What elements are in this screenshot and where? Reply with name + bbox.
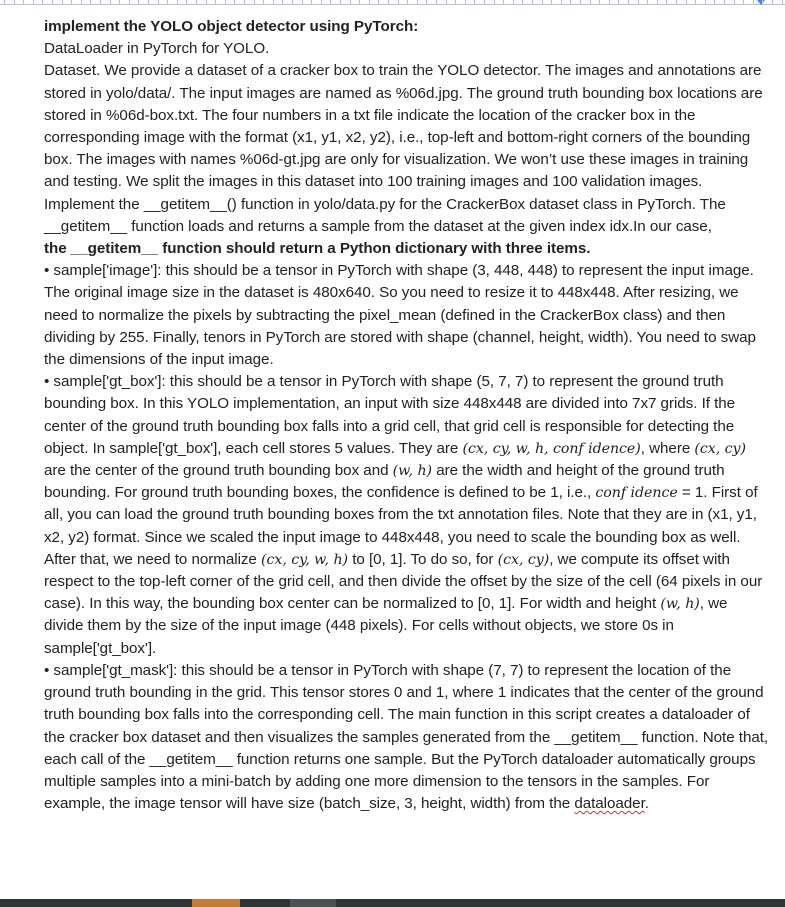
section-subtitle: DataLoader in PyTorch for YOLO. [44, 40, 270, 58]
ruler-tick [42, 0, 43, 5]
ruler-tick [743, 0, 744, 5]
ruler-tick [666, 0, 667, 5]
ruler-tick [321, 0, 322, 5]
ruler-tick [369, 0, 370, 5]
ruler-tick [599, 0, 600, 5]
text-span: . [644, 795, 649, 813]
ruler-tick [474, 0, 475, 5]
ruler-tick [282, 0, 283, 5]
text-span: , where [640, 439, 695, 457]
ruler-tick [14, 0, 15, 5]
taskbar-active-app[interactable] [192, 899, 240, 907]
ruler-tick [532, 0, 533, 5]
document-body[interactable] [44, 16, 769, 815]
ruler-tick [484, 0, 485, 5]
ruler-tick [455, 0, 456, 5]
text-span: = 1. First of all, you can load the ground truth bounding boxes from the txt annotation files. Note that they are in (x1, y1, x2, y2) format. Since we scaled the input image to 448x448, you need to scale the bounding box as well. After that, we need to normalize [44, 484, 758, 568]
ruler-tick [417, 0, 418, 5]
ruler-tick [590, 0, 591, 5]
ruler-tick [254, 0, 255, 5]
text-span: are the center of the ground truth bounding box and [44, 462, 393, 480]
ruler-tick [330, 0, 331, 5]
text-span: , we compute its offset with respect to the top-left corner of the grid cell, and then divide the offset by the size of the cell (64 pixels in our case). In this way, the bounding box center can be normalized to [0, 1]. For width and height [44, 550, 763, 613]
ruler-tick [340, 0, 341, 5]
ruler-tick [388, 0, 389, 5]
ruler-tick [628, 0, 629, 5]
math-w-h: (w, h) [660, 596, 700, 613]
ruler-tick [503, 0, 504, 5]
ruler-tick [110, 0, 111, 5]
math-five-values: (cx, cy, w, h, conf idence) [462, 440, 641, 457]
ruler-tick [782, 0, 783, 5]
ruler-tick [350, 0, 351, 5]
ruler-tick [542, 0, 543, 5]
dataset-paragraph: Dataset. We provide a dataset of a cracker box to train the YOLO detector. The images and annotations are stored in yolo/data/. The input images are named as %06d.jpg. The ground truth bounding box locations are stored in %06d-box.txt. The four numbers in a txt file indicate the location of the cracker box in the corresponding image with the format (x1, y1, x2, y2), i.e., top-left and bottom-right corners of the bounding box. The images with names %06d-gt.jpg are only for visualization. We won’t use these images in training and testing. We split the images in this dataset into 100 training images and 100 validation images. Implement the __getitem__() function in yolo/data.py for the CrackerBox dataset class in PyTorch. The __getitem__ function loads and returns a sample from the dataset at the given index idx.In our case, [44, 62, 763, 235]
ruler-tick [158, 0, 159, 5]
ruler-tick [273, 0, 274, 5]
bullet-image: • sample['image']: this should be a tensor in PyTorch with shape (3, 448, 448) to represent the input image. The original image size in the dataset is 480x640. So you need to resize it to 448x448. After resizing, we need to normalize the pixels by subtracting the pixel_mean (defined in the CrackerBox class) and then dividing by 255. Finally, tenors in PyTorch are stored with shape (channel, height, width). You need to swap the dimensions of the input image. [44, 262, 756, 369]
ruler-tick [695, 0, 696, 5]
ruler-tick [186, 0, 187, 5]
document-title: implement the YOLO object detector using PyTorch: [44, 18, 419, 35]
right-indent-marker[interactable] [757, 0, 765, 5]
ruler-tick [167, 0, 168, 5]
ruler-tick [129, 0, 130, 5]
bullet-gt-box [44, 371, 769, 660]
ruler-tick [215, 0, 216, 5]
math-w-h: (w, h) [392, 463, 433, 480]
ruler-tick [148, 0, 149, 5]
text-span: • sample['gt_box']: this should be a tensor in PyTorch with shape (5, 7, 7) to represent the ground truth bounding box. In this YOLO implementation, an input with size 448x448 are divided into 7x7 grids. If the center of the ground truth bounding box falls into a grid cell, that grid cell is responsible for detecting the object. In sample['gt_box'], each cell stores 5 values. They are [44, 373, 736, 457]
ruler-tick [119, 0, 120, 5]
document-page[interactable] [10, 6, 774, 896]
ruler-tick [494, 0, 495, 5]
ruler-tick [398, 0, 399, 5]
text-span: to [0, 1]. To do so, for [348, 550, 498, 568]
ruler-tick [609, 0, 610, 5]
ruler-tick [522, 0, 523, 5]
ruler-tick [407, 0, 408, 5]
ruler-tick [436, 0, 437, 5]
ruler-tick [52, 0, 53, 5]
ruler-tick [33, 0, 34, 5]
ruler-tick [225, 0, 226, 5]
ruler-tick [676, 0, 677, 5]
ruler-tick [734, 0, 735, 5]
ruler-tick [311, 0, 312, 5]
text-span: • sample['gt_mask']: this should be a tensor in PyTorch with shape (7, 7) to represent the location of the ground truth bounding in the grid. This tensor stores 0 and 1, where 1 indicates that the center of the ground truth bounding box falls into the corresponding cell. The main function in this script creates a dataloader of the cracker box dataset and then visualizes the samples generated from the __getitem__ function. Note that, each call of the __getitem__ function returns one sample. But the PyTorch dataloader automatically groups multiple samples into a mini-batch by adding one more dimension to the tensors in the samples. For example, the image tensor will have size (batch_size, 3, height, width) from the [44, 661, 769, 813]
ruler-tick [570, 0, 571, 5]
ruler-tick [714, 0, 715, 5]
math-cx-cy: (cx, cy) [497, 551, 550, 568]
ruler-tick [657, 0, 658, 5]
ruler-tick [359, 0, 360, 5]
ruler-tick [196, 0, 197, 5]
ruler-tick [618, 0, 619, 5]
ruler-tick [705, 0, 706, 5]
ruler-tick [772, 0, 773, 5]
ruler-tick [23, 0, 24, 5]
spellcheck-word[interactable]: dataloader [574, 795, 645, 813]
ruler-tick [561, 0, 562, 5]
ruler-tick [551, 0, 552, 5]
math-four-values: (cx, cy, w, h) [261, 551, 349, 568]
ruler-tick [177, 0, 178, 5]
math-confidence: conf idence [595, 485, 678, 502]
ruler-tick [4, 0, 5, 5]
taskbar-app[interactable] [290, 899, 336, 907]
ruler-tick [100, 0, 101, 5]
ruler-tick [465, 0, 466, 5]
ruler-tick [724, 0, 725, 5]
ruler-tick [513, 0, 514, 5]
ruler-tick [81, 0, 82, 5]
ruler-tick [234, 0, 235, 5]
ruler-tick [302, 0, 303, 5]
ruler-tick [446, 0, 447, 5]
math-cx-cy: (cx, cy) [694, 440, 747, 457]
text-span: , we divide them by the size of the input image (448 pixels). For cells without objects, we store 0s in sample['gt_box']. [44, 595, 728, 657]
text-span: are the width and height of the ground truth bounding. For ground truth bounding boxes, the confidence is defined to be 1, i.e., [44, 462, 725, 502]
ruler-tick [263, 0, 264, 5]
ruler-tick [62, 0, 63, 5]
ruler-tick [762, 0, 763, 5]
ruler-tick [292, 0, 293, 5]
ruler-tick [378, 0, 379, 5]
ruler-tick [426, 0, 427, 5]
ruler-tick [638, 0, 639, 5]
taskbar[interactable] [0, 899, 785, 907]
ruler-tick [686, 0, 687, 5]
ruler-tick [138, 0, 139, 5]
ruler-tick [580, 0, 581, 5]
ruler-tick [753, 0, 754, 5]
ruler-tick [647, 0, 648, 5]
ruler-tick [206, 0, 207, 5]
ruler-tick [244, 0, 245, 5]
ruler-tick [71, 0, 72, 5]
ruler-tick [90, 0, 91, 5]
document-ruler[interactable] [0, 0, 785, 5]
getitem-bold-line: the __getitem__ function should return a Python dictionary with three items. [44, 240, 591, 258]
bullet-gt-mask [44, 660, 769, 815]
